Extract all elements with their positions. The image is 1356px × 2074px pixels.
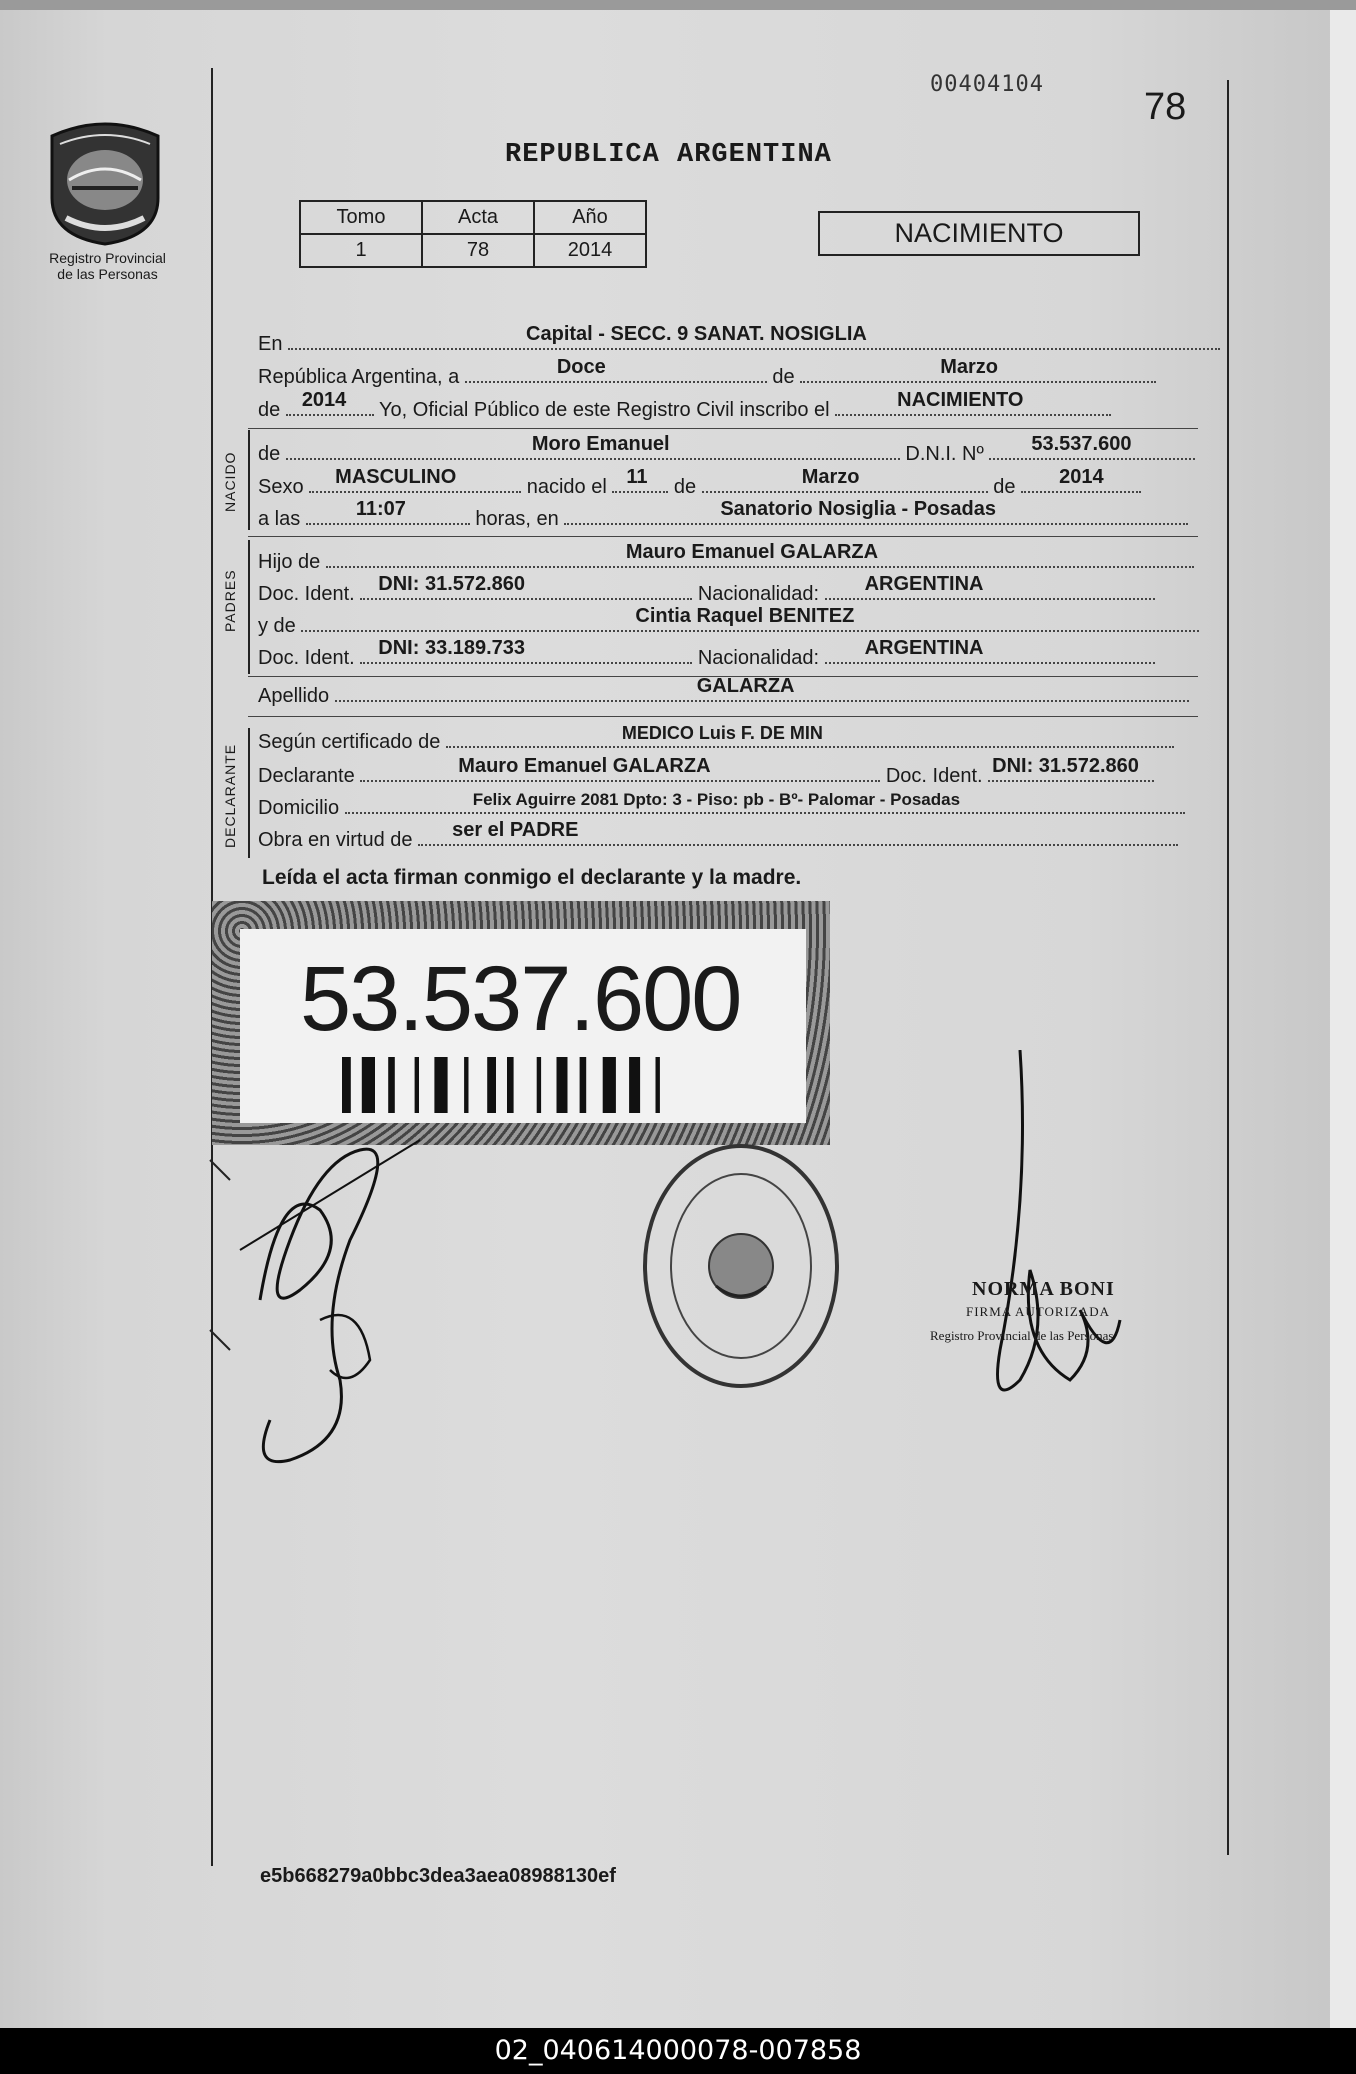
value-address: Felix Aguirre 2081 Dpto: 3 - Piso: pb - Bº- Palomar - Posadas — [472, 790, 961, 809]
field-declarant-doc — [988, 755, 1154, 782]
label-de-month: de — [772, 366, 795, 388]
value-father-nat: ARGENTINA — [864, 573, 984, 595]
value-declarant: Mauro Emanuel GALARZA — [458, 755, 711, 777]
field-by-virtue — [418, 819, 1178, 846]
file-id-bar: 02_040614000078-007858 — [0, 2028, 1356, 2074]
divider — [248, 536, 1198, 537]
section-line-nacido — [248, 430, 250, 530]
value-year: 2014 — [301, 389, 347, 411]
official-name: NORMA BONI — [972, 1278, 1115, 1300]
label-hijo: Hijo de — [258, 551, 321, 573]
field-year — [286, 389, 374, 416]
register-header-acta: Acta — [422, 201, 534, 234]
field-month — [800, 356, 1156, 383]
field-day — [465, 356, 767, 383]
closing-statement: Leída el acta firman conmigo el declarante y la madre. — [262, 866, 802, 889]
value-certificate: MEDICO Luis F. DE MIN — [621, 723, 823, 743]
field-declarant — [360, 755, 880, 782]
label-doc-declarant: Doc. Ident. — [885, 765, 983, 787]
label-apellido: Apellido — [258, 685, 330, 707]
row-certificate — [258, 723, 1174, 758]
dni-sticker-inner — [240, 929, 806, 1123]
row-year — [258, 389, 1111, 426]
label-nacido: nacido el — [526, 476, 607, 498]
barcode-icon — [342, 1057, 742, 1113]
label-de-year: de — [258, 399, 281, 421]
value-declarant-doc: DNI: 31.572.860 — [992, 755, 1139, 777]
value-month: Marzo — [940, 356, 998, 378]
declarant-signature-icon — [200, 1120, 440, 1480]
value-father: Mauro Emanuel GALARZA — [625, 541, 879, 563]
value-birth-month: Marzo — [801, 466, 860, 488]
right-margin-line — [1227, 80, 1229, 1855]
page-number: 78 — [1144, 86, 1187, 128]
field-birth-month — [702, 466, 988, 493]
label-declarante: Declarante — [258, 765, 355, 787]
row-place — [258, 323, 1220, 360]
row-time — [258, 498, 1188, 535]
value-mother: Cintia Raquel BENITEZ — [635, 605, 855, 627]
register-value-anio: 2014 — [534, 234, 646, 267]
value-birth-place: Sanatorio Nosiglia - Posadas — [720, 498, 996, 520]
field-father — [326, 541, 1194, 568]
label-sexo: Sexo — [258, 476, 304, 498]
row-surname — [258, 675, 1189, 712]
label-segun: Según certificado de — [258, 731, 441, 753]
label-a-las: a las — [258, 508, 301, 530]
top-shadow — [0, 0, 1356, 10]
value-name: Moro Emanuel — [531, 433, 670, 455]
row-mother-doc — [258, 637, 1155, 674]
row-declarant — [258, 755, 1154, 792]
value-sex: MASCULINO — [335, 466, 457, 488]
register-header-tomo: Tomo — [300, 201, 422, 234]
field-name — [286, 433, 900, 460]
value-mother-doc: DNI: 33.189.733 — [378, 637, 526, 659]
control-number: 00404104 — [930, 72, 1044, 97]
field-mother-nat — [825, 637, 1155, 664]
official-seal-icon — [636, 1136, 846, 1396]
section-label-nacido: NACIDO — [222, 451, 238, 512]
value-time: 11:07 — [355, 498, 406, 520]
register-value-acta: 78 — [422, 234, 534, 267]
value-act: NACIMIENTO — [897, 389, 1024, 411]
field-father-nat — [825, 573, 1155, 600]
section-label-padres: PADRES — [222, 569, 238, 632]
label-obra: Obra en virtud de — [258, 829, 413, 851]
label-de-name: de — [258, 443, 281, 465]
value-day: Doce — [556, 356, 606, 378]
field-birth-year — [1021, 466, 1141, 493]
field-birth-day — [612, 466, 668, 493]
field-time — [306, 498, 470, 525]
misiones-emblem-icon — [44, 118, 166, 246]
divider — [248, 716, 1198, 717]
field-address — [345, 790, 1185, 814]
registry-line-1: Registro Provincial — [49, 250, 166, 266]
official-org: Registro Provincial de las Personas — [930, 1328, 1114, 1343]
register-header-anio: Año — [534, 201, 646, 234]
value-birth-year: 2014 — [1059, 466, 1104, 488]
row-by-virtue — [258, 819, 1178, 856]
value-mother-nat: ARGENTINA — [864, 637, 984, 659]
label-yo: Yo, Oficial Público de este Registro Civil inscribo el — [379, 399, 830, 421]
record-type-box: NACIMIENTO — [818, 211, 1140, 256]
label-de-birth-month: de — [673, 476, 697, 498]
divider — [248, 428, 1198, 429]
register-value-tomo: 1 — [300, 234, 422, 267]
value-dni: 53.537.600 — [1031, 433, 1132, 455]
registry-line-2: de las Personas — [57, 266, 158, 282]
official-signature-icon — [960, 1050, 1150, 1430]
label-nac-father: Nacionalidad: — [697, 583, 820, 605]
value-father-doc: DNI: 31.572.860 — [378, 573, 526, 595]
field-certificate — [446, 723, 1174, 748]
dni-sticker — [212, 901, 830, 1145]
label-domicilio: Domicilio — [258, 797, 340, 819]
field-dni — [989, 433, 1195, 460]
value-place: Capital - SECC. 9 SANAT. NOSIGLIA — [526, 323, 867, 345]
page-edge — [1330, 0, 1356, 2028]
register-table — [299, 200, 647, 268]
dni-sticker-number: 53.537.600 — [300, 948, 741, 1050]
label-y-de: y de — [258, 615, 296, 637]
section-line-declarante — [248, 728, 250, 858]
value-surname: GALARZA — [696, 675, 795, 697]
label-dni: D.N.I. Nº — [905, 443, 984, 465]
label-nac-mother: Nacionalidad: — [697, 647, 820, 669]
label-doc-mother: Doc. Ident. — [258, 647, 355, 669]
field-father-doc — [360, 573, 692, 600]
field-sex — [309, 466, 521, 493]
field-act — [835, 389, 1111, 416]
label-de-birth-year: de — [993, 476, 1016, 498]
section-label-declarante: DECLARANTE — [222, 743, 238, 848]
field-mother — [301, 605, 1199, 632]
field-birth-place — [564, 498, 1188, 525]
document-hash: e5b668279a0bbc3dea3aea08988130ef — [260, 1865, 616, 1887]
field-surname — [335, 675, 1189, 702]
field-place — [288, 323, 1220, 350]
label-doc-father: Doc. Ident. — [258, 583, 355, 605]
label-republica: República Argentina, a — [258, 366, 460, 388]
field-mother-doc — [360, 637, 692, 664]
value-birth-day: 11 — [626, 466, 648, 488]
label-horas: horas, en — [475, 508, 559, 530]
official-role: FIRMA AUTORIZADA — [966, 1304, 1110, 1319]
label-en: En — [258, 333, 283, 355]
row-address — [258, 790, 1185, 824]
page-title: REPUBLICA ARGENTINA — [505, 140, 832, 170]
section-line-padres — [248, 540, 250, 674]
value-by-virtue: ser el PADRE — [452, 819, 579, 841]
registry-label — [20, 250, 195, 282]
